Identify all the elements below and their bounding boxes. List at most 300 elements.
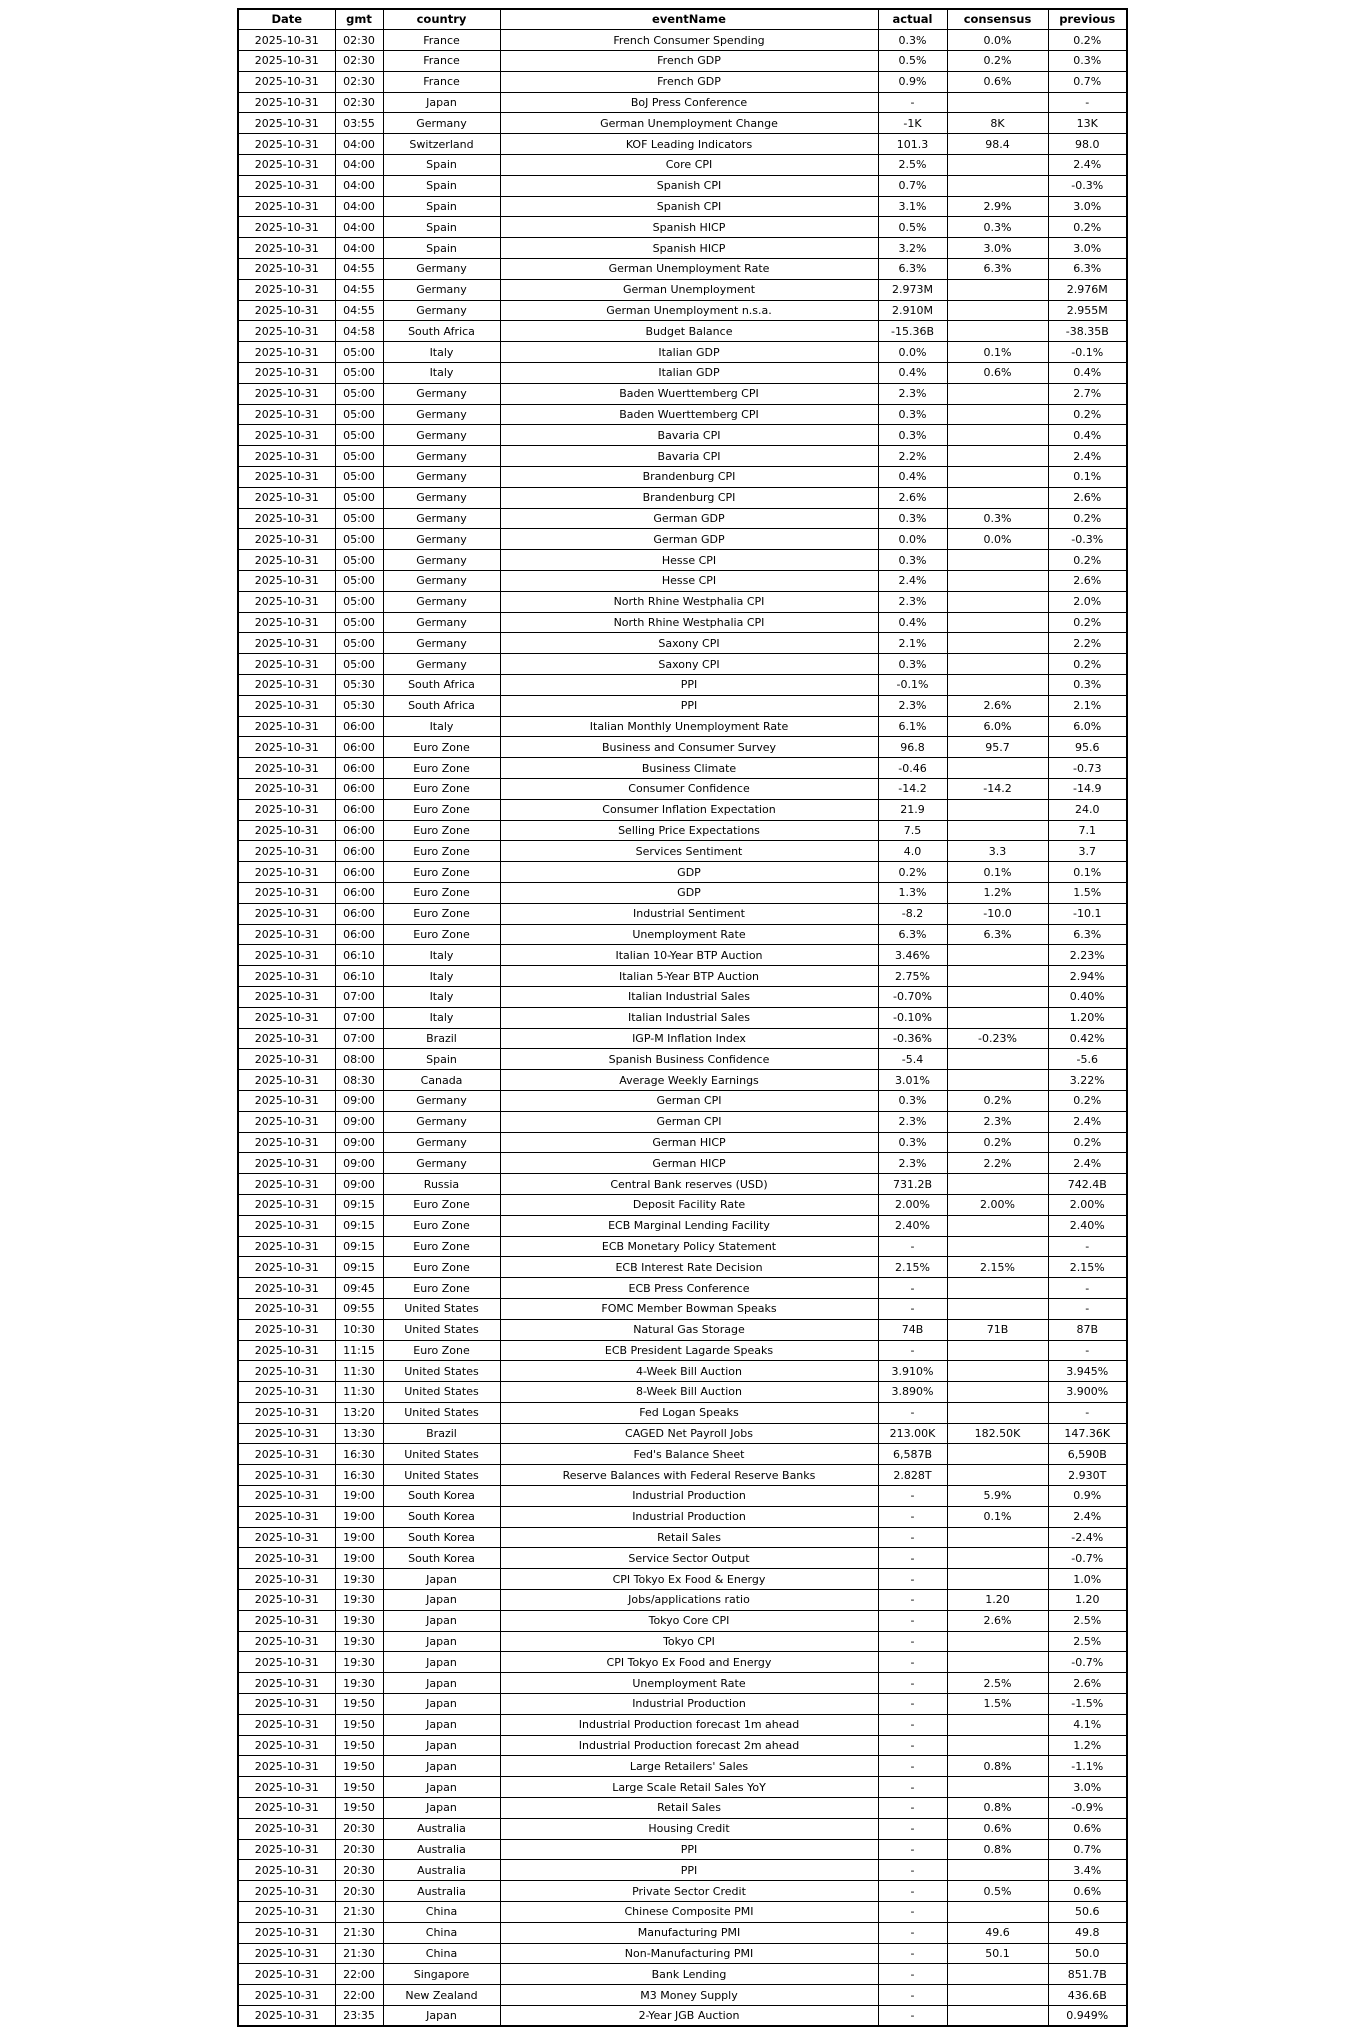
table-row	[238, 1590, 1127, 1611]
country-cell: Spain	[383, 217, 500, 238]
previous-cell: -0.7%	[1048, 1548, 1127, 1569]
consensus-cell	[947, 279, 1048, 300]
previous-cell: 3.0%	[1048, 238, 1127, 259]
gmt-cell: 19:00	[335, 1548, 383, 1569]
country-cell: Switzerland	[383, 134, 500, 155]
previous-cell: 0.40%	[1048, 986, 1127, 1007]
country-cell: China	[383, 1922, 500, 1943]
consensus-cell	[947, 1174, 1048, 1195]
date-cell: 2025-10-31	[238, 1465, 335, 1486]
previous-cell: -	[1048, 92, 1127, 113]
country-cell: Brazil	[383, 1423, 500, 1444]
country-cell: France	[383, 51, 500, 72]
date-cell: 2025-10-31	[238, 1423, 335, 1444]
previous-cell: 742.4B	[1048, 1174, 1127, 1195]
date-cell: 2025-10-31	[238, 1361, 335, 1382]
actual-cell: -0.46	[878, 758, 947, 779]
date-cell: 2025-10-31	[238, 1839, 335, 1860]
table-row	[238, 1153, 1127, 1174]
previous-cell: 0.1%	[1048, 467, 1127, 488]
gmt-cell: 04:55	[335, 300, 383, 321]
consensus-cell: 6.3%	[947, 259, 1048, 280]
date-cell: 2025-10-31	[238, 1902, 335, 1923]
previous-cell: 2.1%	[1048, 695, 1127, 716]
table-row	[238, 903, 1127, 924]
country-cell: Japan	[383, 1777, 500, 1798]
date-cell: 2025-10-31	[238, 1319, 335, 1340]
previous-cell: -	[1048, 1236, 1127, 1257]
date-cell: 2025-10-31	[238, 1444, 335, 1465]
country-cell: France	[383, 30, 500, 51]
gmt-cell: 19:30	[335, 1673, 383, 1694]
country-cell: Italy	[383, 716, 500, 737]
date-cell: 2025-10-31	[238, 1777, 335, 1798]
country-cell: Germany	[383, 425, 500, 446]
consensus-cell	[947, 1298, 1048, 1319]
gmt-cell: 09:45	[335, 1278, 383, 1299]
table-row	[238, 113, 1127, 134]
date-cell: 2025-10-31	[238, 1548, 335, 1569]
actual-cell: 3.1%	[878, 196, 947, 217]
consensus-cell: 2.9%	[947, 196, 1048, 217]
table-row	[238, 737, 1127, 758]
actual-cell: -	[878, 1527, 947, 1548]
event-name-cell: Tokyo CPI	[500, 1631, 878, 1652]
gmt-cell: 09:00	[335, 1090, 383, 1111]
previous-cell: -14.9	[1048, 778, 1127, 799]
actual-cell: 3.01%	[878, 1070, 947, 1091]
gmt-cell: 06:00	[335, 737, 383, 758]
country-cell: Germany	[383, 1153, 500, 1174]
table-row	[238, 425, 1127, 446]
gmt-cell: 09:00	[335, 1153, 383, 1174]
table-row	[238, 1423, 1127, 1444]
event-name-cell: Spanish CPI	[500, 196, 878, 217]
table-row	[238, 1798, 1127, 1819]
consensus-cell: 1.20	[947, 1590, 1048, 1611]
previous-cell: 436.6B	[1048, 1985, 1127, 2006]
country-cell: Euro Zone	[383, 737, 500, 758]
date-cell: 2025-10-31	[238, 425, 335, 446]
table-row	[238, 675, 1127, 696]
date-cell: 2025-10-31	[238, 778, 335, 799]
table-row	[238, 612, 1127, 633]
actual-cell: 4.0	[878, 841, 947, 862]
gmt-cell: 05:00	[335, 363, 383, 384]
consensus-cell: 71B	[947, 1319, 1048, 1340]
event-name-cell: Average Weekly Earnings	[500, 1070, 878, 1091]
date-cell: 2025-10-31	[238, 404, 335, 425]
country-cell: Japan	[383, 92, 500, 113]
actual-cell: 2.75%	[878, 966, 947, 987]
table-row	[238, 1236, 1127, 1257]
event-name-cell: 2-Year JGB Auction	[500, 2006, 878, 2027]
date-cell: 2025-10-31	[238, 633, 335, 654]
country-cell: United States	[383, 1402, 500, 1423]
actual-cell: 3.890%	[878, 1382, 947, 1403]
date-cell: 2025-10-31	[238, 71, 335, 92]
actual-cell: -	[878, 1610, 947, 1631]
date-cell: 2025-10-31	[238, 1090, 335, 1111]
country-cell: Canada	[383, 1070, 500, 1091]
actual-cell: -	[878, 1777, 947, 1798]
country-cell: China	[383, 1943, 500, 1964]
actual-cell: 2.00%	[878, 1194, 947, 1215]
date-cell: 2025-10-31	[238, 1964, 335, 1985]
date-cell: 2025-10-31	[238, 1174, 335, 1195]
date-cell: 2025-10-31	[238, 300, 335, 321]
gmt-cell: 22:00	[335, 1964, 383, 1985]
event-name-cell: German Unemployment Change	[500, 113, 878, 134]
table-row	[238, 1673, 1127, 1694]
consensus-cell	[947, 1985, 1048, 2006]
consensus-cell	[947, 986, 1048, 1007]
gmt-cell: 06:00	[335, 716, 383, 737]
date-cell: 2025-10-31	[238, 1236, 335, 1257]
gmt-cell: 02:30	[335, 71, 383, 92]
country-cell: Euro Zone	[383, 1257, 500, 1278]
actual-cell: 6.3%	[878, 259, 947, 280]
gmt-cell: 04:00	[335, 217, 383, 238]
country-cell: Germany	[383, 383, 500, 404]
country-cell: South Korea	[383, 1486, 500, 1507]
actual-cell: -8.2	[878, 903, 947, 924]
country-cell: Germany	[383, 633, 500, 654]
actual-cell: -0.10%	[878, 1007, 947, 1028]
country-cell: Japan	[383, 1569, 500, 1590]
actual-cell: 2.3%	[878, 591, 947, 612]
actual-cell: 0.4%	[878, 467, 947, 488]
gmt-cell: 19:00	[335, 1486, 383, 1507]
event-name-cell: Retail Sales	[500, 1798, 878, 1819]
consensus-cell	[947, 591, 1048, 612]
previous-cell: 2.4%	[1048, 1111, 1127, 1132]
consensus-cell	[947, 820, 1048, 841]
event-name-cell: Selling Price Expectations	[500, 820, 878, 841]
actual-cell: -	[878, 1340, 947, 1361]
event-name-cell: Private Sector Credit	[500, 1881, 878, 1902]
country-cell: Japan	[383, 1673, 500, 1694]
table-row	[238, 945, 1127, 966]
previous-cell: 6.3%	[1048, 259, 1127, 280]
actual-cell: -	[878, 1798, 947, 1819]
previous-cell: 2.7%	[1048, 383, 1127, 404]
consensus-cell: 50.1	[947, 1943, 1048, 1964]
date-cell: 2025-10-31	[238, 571, 335, 592]
event-name-cell: German GDP	[500, 529, 878, 550]
table-row	[238, 238, 1127, 259]
previous-cell: 6.0%	[1048, 716, 1127, 737]
date-cell: 2025-10-31	[238, 882, 335, 903]
table-row	[238, 633, 1127, 654]
country-cell: Euro Zone	[383, 841, 500, 862]
event-name-cell: Italian 5-Year BTP Auction	[500, 966, 878, 987]
previous-cell: -38.35B	[1048, 321, 1127, 342]
consensus-cell	[947, 321, 1048, 342]
country-cell: Japan	[383, 1694, 500, 1715]
event-name-cell: Industrial Production	[500, 1486, 878, 1507]
gmt-cell: 07:00	[335, 1028, 383, 1049]
actual-cell: -0.1%	[878, 675, 947, 696]
event-name-cell: German Unemployment Rate	[500, 259, 878, 280]
country-cell: Germany	[383, 446, 500, 467]
date-cell: 2025-10-31	[238, 1194, 335, 1215]
event-name-cell: French GDP	[500, 51, 878, 72]
previous-cell: 1.0%	[1048, 1569, 1127, 1590]
consensus-cell	[947, 1382, 1048, 1403]
previous-cell: 0.2%	[1048, 404, 1127, 425]
previous-cell: 2.976M	[1048, 279, 1127, 300]
event-name-cell: Retail Sales	[500, 1527, 878, 1548]
event-name-cell: Budget Balance	[500, 321, 878, 342]
previous-cell: 0.3%	[1048, 675, 1127, 696]
date-cell: 2025-10-31	[238, 799, 335, 820]
table-row	[238, 1028, 1127, 1049]
consensus-cell	[947, 1361, 1048, 1382]
table-row	[238, 882, 1127, 903]
gmt-cell: 11:30	[335, 1382, 383, 1403]
consensus-cell: 0.6%	[947, 71, 1048, 92]
date-cell: 2025-10-31	[238, 1631, 335, 1652]
consensus-cell: 0.1%	[947, 342, 1048, 363]
actual-cell: 0.0%	[878, 529, 947, 550]
date-cell: 2025-10-31	[238, 1486, 335, 1507]
previous-cell: 2.4%	[1048, 155, 1127, 176]
actual-cell: -	[878, 1548, 947, 1569]
actual-cell: -	[878, 1236, 947, 1257]
consensus-cell	[947, 2006, 1048, 2027]
country-cell: Germany	[383, 508, 500, 529]
gmt-cell: 06:00	[335, 758, 383, 779]
table-row	[238, 1860, 1127, 1881]
country-cell: Japan	[383, 1798, 500, 1819]
actual-cell: 6.3%	[878, 924, 947, 945]
actual-cell: 2.1%	[878, 633, 947, 654]
previous-cell: 2.40%	[1048, 1215, 1127, 1236]
consensus-cell	[947, 446, 1048, 467]
gmt-cell: 06:00	[335, 820, 383, 841]
consensus-cell	[947, 1631, 1048, 1652]
gmt-cell: 05:00	[335, 654, 383, 675]
table-row	[238, 1319, 1127, 1340]
previous-cell: 50.0	[1048, 1943, 1127, 1964]
country-cell: Euro Zone	[383, 1194, 500, 1215]
consensus-cell	[947, 404, 1048, 425]
gmt-cell: 21:30	[335, 1902, 383, 1923]
previous-cell: 2.5%	[1048, 1610, 1127, 1631]
date-cell: 2025-10-31	[238, 1756, 335, 1777]
date-cell: 2025-10-31	[238, 1590, 335, 1611]
country-cell: Euro Zone	[383, 1236, 500, 1257]
event-name-cell: North Rhine Westphalia CPI	[500, 612, 878, 633]
consensus-cell: -0.23%	[947, 1028, 1048, 1049]
date-cell: 2025-10-31	[238, 695, 335, 716]
consensus-cell: 0.8%	[947, 1756, 1048, 1777]
date-cell: 2025-10-31	[238, 342, 335, 363]
economic-calendar-table	[237, 8, 1128, 2027]
date-cell: 2025-10-31	[238, 1153, 335, 1174]
date-cell: 2025-10-31	[238, 1257, 335, 1278]
country-cell: Germany	[383, 1090, 500, 1111]
event-name-cell: Italian 10-Year BTP Auction	[500, 945, 878, 966]
gmt-cell: 08:30	[335, 1070, 383, 1091]
event-name-cell: Industrial Production	[500, 1506, 878, 1527]
event-name-cell: GDP	[500, 862, 878, 883]
gmt-cell: 20:30	[335, 1839, 383, 1860]
table-row	[238, 841, 1127, 862]
country-cell: Brazil	[383, 1028, 500, 1049]
table-row	[238, 1714, 1127, 1735]
table-row	[238, 1278, 1127, 1299]
event-name-cell: Baden Wuerttemberg CPI	[500, 404, 878, 425]
previous-cell: 0.2%	[1048, 1090, 1127, 1111]
actual-cell: 0.3%	[878, 404, 947, 425]
actual-cell: -	[878, 1402, 947, 1423]
actual-cell: 7.5	[878, 820, 947, 841]
date-cell: 2025-10-31	[238, 1215, 335, 1236]
previous-cell: -	[1048, 1278, 1127, 1299]
event-name-cell: Manufacturing PMI	[500, 1922, 878, 1943]
date-cell: 2025-10-31	[238, 467, 335, 488]
previous-cell: 3.945%	[1048, 1361, 1127, 1382]
date-cell: 2025-10-31	[238, 383, 335, 404]
previous-cell: 0.2%	[1048, 508, 1127, 529]
previous-cell: 0.2%	[1048, 550, 1127, 571]
actual-cell: -	[878, 92, 947, 113]
previous-cell: 2.955M	[1048, 300, 1127, 321]
event-name-cell: BoJ Press Conference	[500, 92, 878, 113]
country-cell: Japan	[383, 1735, 500, 1756]
date-cell: 2025-10-31	[238, 279, 335, 300]
country-cell: Italy	[383, 945, 500, 966]
date-cell: 2025-10-31	[238, 986, 335, 1007]
consensus-cell	[947, 487, 1048, 508]
table-row	[238, 1007, 1127, 1028]
table-row	[238, 1631, 1127, 1652]
date-cell: 2025-10-31	[238, 1382, 335, 1403]
previous-cell: 0.4%	[1048, 425, 1127, 446]
country-cell: Italy	[383, 342, 500, 363]
table-row	[238, 1818, 1127, 1839]
date-cell: 2025-10-31	[238, 1818, 335, 1839]
column-header-previous: previous	[1048, 9, 1127, 30]
actual-cell: -	[878, 1985, 947, 2006]
table-row	[238, 1382, 1127, 1403]
consensus-cell	[947, 300, 1048, 321]
date-cell: 2025-10-31	[238, 1028, 335, 1049]
gmt-cell: 06:00	[335, 882, 383, 903]
actual-cell: -	[878, 2006, 947, 2027]
actual-cell: -	[878, 1881, 947, 1902]
actual-cell: -	[878, 1278, 947, 1299]
table-row	[238, 716, 1127, 737]
gmt-cell: 06:00	[335, 862, 383, 883]
table-row	[238, 1132, 1127, 1153]
country-cell: France	[383, 71, 500, 92]
gmt-cell: 05:00	[335, 404, 383, 425]
event-name-cell: Fed Logan Speaks	[500, 1402, 878, 1423]
date-cell: 2025-10-31	[238, 155, 335, 176]
date-cell: 2025-10-31	[238, 758, 335, 779]
date-cell: 2025-10-31	[238, 1922, 335, 1943]
date-cell: 2025-10-31	[238, 321, 335, 342]
previous-cell: 0.2%	[1048, 654, 1127, 675]
event-name-cell: ECB Marginal Lending Facility	[500, 1215, 878, 1236]
country-cell: South Korea	[383, 1506, 500, 1527]
country-cell: Euro Zone	[383, 1278, 500, 1299]
country-cell: Italy	[383, 363, 500, 384]
previous-cell: 4.1%	[1048, 1714, 1127, 1735]
gmt-cell: 21:30	[335, 1943, 383, 1964]
table-row	[238, 363, 1127, 384]
previous-cell: 0.3%	[1048, 51, 1127, 72]
gmt-cell: 08:00	[335, 1049, 383, 1070]
date-cell: 2025-10-31	[238, 1673, 335, 1694]
country-cell: New Zealand	[383, 1985, 500, 2006]
date-cell: 2025-10-31	[238, 1881, 335, 1902]
actual-cell: 2.3%	[878, 383, 947, 404]
event-name-cell: CPI Tokyo Ex Food and Energy	[500, 1652, 878, 1673]
actual-cell: -	[878, 1943, 947, 1964]
actual-cell: 101.3	[878, 134, 947, 155]
previous-cell: 2.2%	[1048, 633, 1127, 654]
event-name-cell: Italian GDP	[500, 363, 878, 384]
gmt-cell: 04:00	[335, 238, 383, 259]
previous-cell: -1.5%	[1048, 1694, 1127, 1715]
actual-cell: 0.9%	[878, 71, 947, 92]
gmt-cell: 09:00	[335, 1174, 383, 1195]
date-cell: 2025-10-31	[238, 945, 335, 966]
country-cell: Germany	[383, 591, 500, 612]
actual-cell: 0.3%	[878, 1090, 947, 1111]
date-cell: 2025-10-31	[238, 259, 335, 280]
table-row	[238, 1174, 1127, 1195]
table-row	[238, 550, 1127, 571]
consensus-cell: 0.6%	[947, 363, 1048, 384]
event-name-cell: ECB Interest Rate Decision	[500, 1257, 878, 1278]
country-cell: South Korea	[383, 1527, 500, 1548]
country-cell: Spain	[383, 196, 500, 217]
table-row	[238, 2006, 1127, 2027]
date-cell: 2025-10-31	[238, 1943, 335, 1964]
gmt-cell: 04:00	[335, 134, 383, 155]
consensus-cell	[947, 383, 1048, 404]
table-row	[238, 1756, 1127, 1777]
event-name-cell: Deposit Facility Rate	[500, 1194, 878, 1215]
consensus-cell	[947, 1049, 1048, 1070]
previous-cell: 1.20%	[1048, 1007, 1127, 1028]
country-cell: South Korea	[383, 1548, 500, 1569]
consensus-cell: 2.3%	[947, 1111, 1048, 1132]
actual-cell: 0.3%	[878, 425, 947, 446]
previous-cell: 1.2%	[1048, 1735, 1127, 1756]
previous-cell: 0.2%	[1048, 612, 1127, 633]
country-cell: Italy	[383, 986, 500, 1007]
consensus-cell	[947, 467, 1048, 488]
date-cell: 2025-10-31	[238, 217, 335, 238]
actual-cell: -	[878, 1818, 947, 1839]
event-name-cell: Service Sector Output	[500, 1548, 878, 1569]
consensus-cell: 0.8%	[947, 1798, 1048, 1819]
gmt-cell: 09:55	[335, 1298, 383, 1319]
previous-cell: 0.1%	[1048, 862, 1127, 883]
gmt-cell: 06:00	[335, 799, 383, 820]
consensus-cell: -10.0	[947, 903, 1048, 924]
event-name-cell: Spanish HICP	[500, 217, 878, 238]
country-cell: Germany	[383, 612, 500, 633]
consensus-cell	[947, 1465, 1048, 1486]
gmt-cell: 09:00	[335, 1111, 383, 1132]
